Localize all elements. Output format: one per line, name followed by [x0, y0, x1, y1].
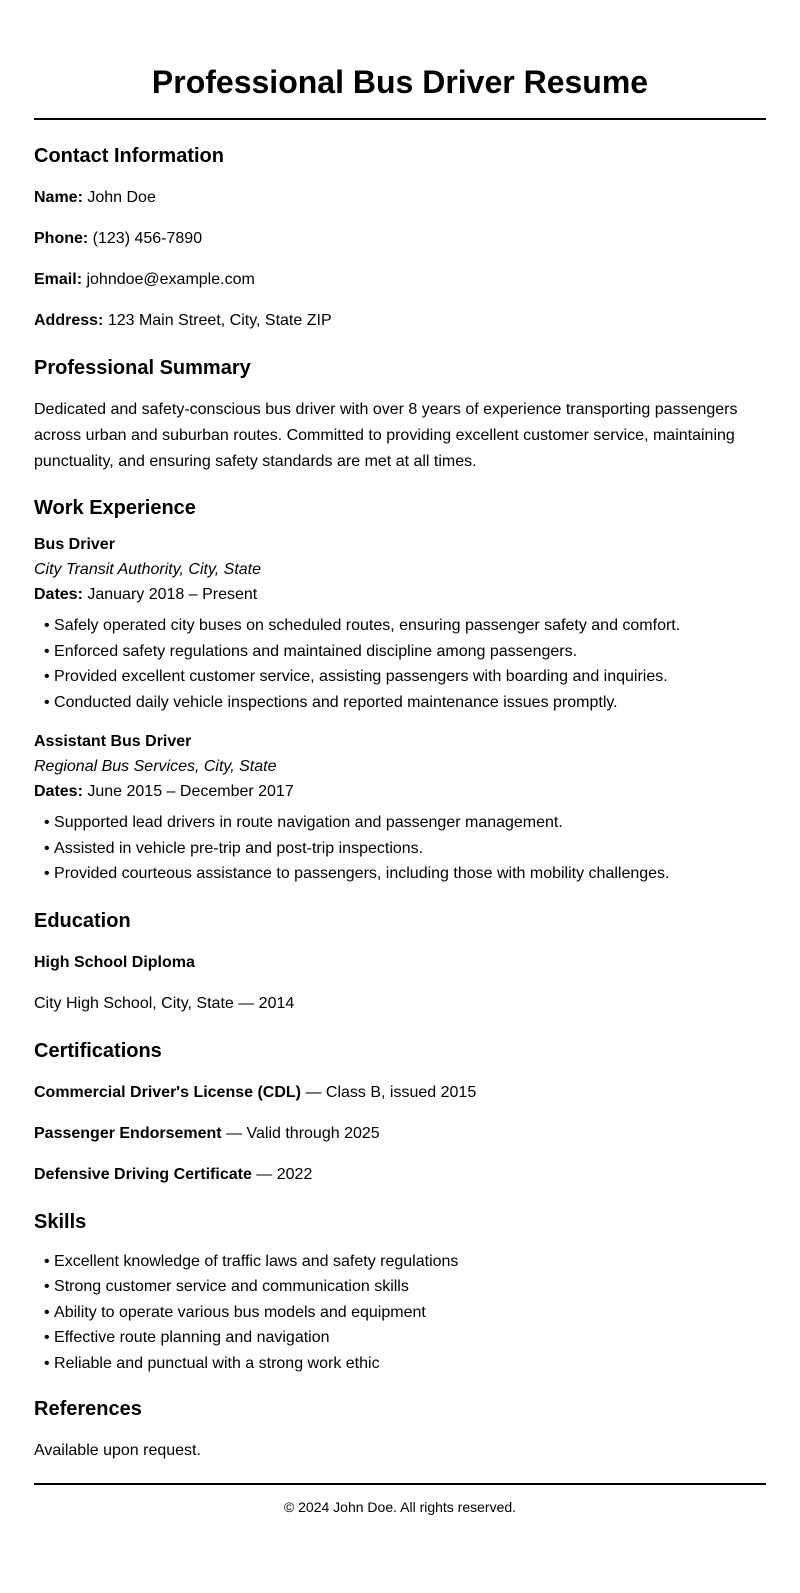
footer-divider	[34, 1483, 766, 1485]
certification-name: Passenger Endorsement	[34, 1124, 222, 1142]
contact-section	[34, 144, 766, 331]
experience-section	[34, 496, 766, 887]
skills-list	[34, 1249, 766, 1377]
footer-copyright: © 2024 John Doe. All rights reserved.	[283, 1499, 517, 1515]
email-value: johndoe@example.com	[86, 271, 255, 288]
certification-name: Defensive Driving Certificate	[34, 1165, 252, 1183]
list-item: • Strong customer service and communication skills	[44, 1274, 766, 1300]
phone-label: Phone:	[34, 230, 89, 247]
contact-phone	[34, 229, 766, 249]
dates-label: Dates:	[34, 586, 83, 603]
job-title: Bus Driver	[34, 536, 115, 553]
contact-heading: Contact Information	[34, 145, 224, 167]
name-value: John Doe	[87, 189, 156, 206]
list-item: • Provided courteous assistance to passengers, including those with mobility challenges.	[44, 861, 766, 887]
certification-detail: — 2022	[251, 1165, 313, 1183]
list-item: • Provided excellent customer service, assisting passengers with boarding and inquiries.	[44, 664, 766, 690]
education-section	[34, 909, 766, 1014]
summary-heading: Professional Summary	[34, 357, 251, 379]
references-heading: References	[34, 1398, 142, 1420]
phone-value: (123) 456-7890	[92, 230, 203, 247]
skills-heading: Skills	[34, 1210, 87, 1233]
name-label: Name:	[34, 189, 83, 206]
list-item: • Supported lead drivers in route navigation and passenger management.	[44, 810, 766, 836]
references-text: Available upon request.	[34, 1442, 201, 1459]
dates-label: Dates:	[34, 783, 83, 800]
email-label: Email:	[34, 271, 83, 288]
list-item: • Excellent knowledge of traffic laws and safety regulations	[44, 1249, 766, 1275]
dates-value: January 2018 – Present	[87, 586, 258, 603]
education-heading: Education	[34, 909, 131, 932]
experience-heading: Work Experience	[34, 497, 196, 519]
education-degree: High School Diploma	[34, 953, 195, 971]
summary-section	[34, 356, 766, 475]
certification-detail: — Class B, issued 2015	[301, 1083, 477, 1101]
job-entry	[34, 732, 766, 887]
references-section	[34, 1397, 766, 1461]
contact-email	[34, 270, 766, 290]
address-label: Address:	[34, 312, 104, 329]
list-item: • Ability to operate various bus models and equipment	[44, 1300, 766, 1326]
job-entry	[34, 535, 766, 715]
certification-detail: — Valid through 2025	[221, 1124, 380, 1142]
dates-value: June 2015 – December 2017	[87, 783, 294, 800]
list-item: • Conducted daily vehicle inspections and reported maintenance issues promptly.	[44, 690, 766, 716]
summary-text: Dedicated and safety-conscious bus driver with over 8 years of experience transporting passengers across urban and suburban routes. Committed to providing excellent customer service, maintaining punctuality, and ensuring safety standards are met at all times.	[34, 401, 738, 470]
certifications-section	[34, 1039, 766, 1185]
list-item: • Reliable and punctual with a strong work ethic	[44, 1351, 766, 1377]
title-divider	[34, 118, 766, 120]
list-item: • Assisted in vehicle pre-trip and post-trip inspections.	[44, 836, 766, 862]
certification-item	[34, 1124, 766, 1144]
job-dates	[34, 585, 766, 605]
job-employer: City Transit Authority, City, State	[34, 561, 262, 578]
job-duties	[34, 810, 766, 887]
page-title: Professional Bus Driver Resume	[151, 64, 649, 100]
job-dates	[34, 782, 766, 802]
list-item: • Enforced safety regulations and maintained discipline among passengers.	[44, 639, 766, 665]
education-school: City High School, City, State — 2014	[34, 994, 295, 1012]
contact-name	[34, 188, 766, 208]
certification-name: Commercial Driver's License (CDL)	[34, 1083, 302, 1101]
list-item: • Effective route planning and navigation	[44, 1325, 766, 1351]
skills-section	[34, 1210, 766, 1377]
job-duties	[34, 613, 766, 715]
certification-item	[34, 1083, 766, 1103]
address-value: 123 Main Street, City, State ZIP	[107, 312, 332, 329]
list-item: • Safely operated city buses on scheduled routes, ensuring passenger safety and comfort.	[44, 613, 766, 639]
certifications-heading: Certifications	[34, 1039, 162, 1062]
job-title: Assistant Bus Driver	[34, 733, 192, 750]
job-employer: Regional Bus Services, City, State	[34, 758, 277, 775]
certification-item	[34, 1165, 766, 1185]
contact-address	[34, 311, 766, 331]
